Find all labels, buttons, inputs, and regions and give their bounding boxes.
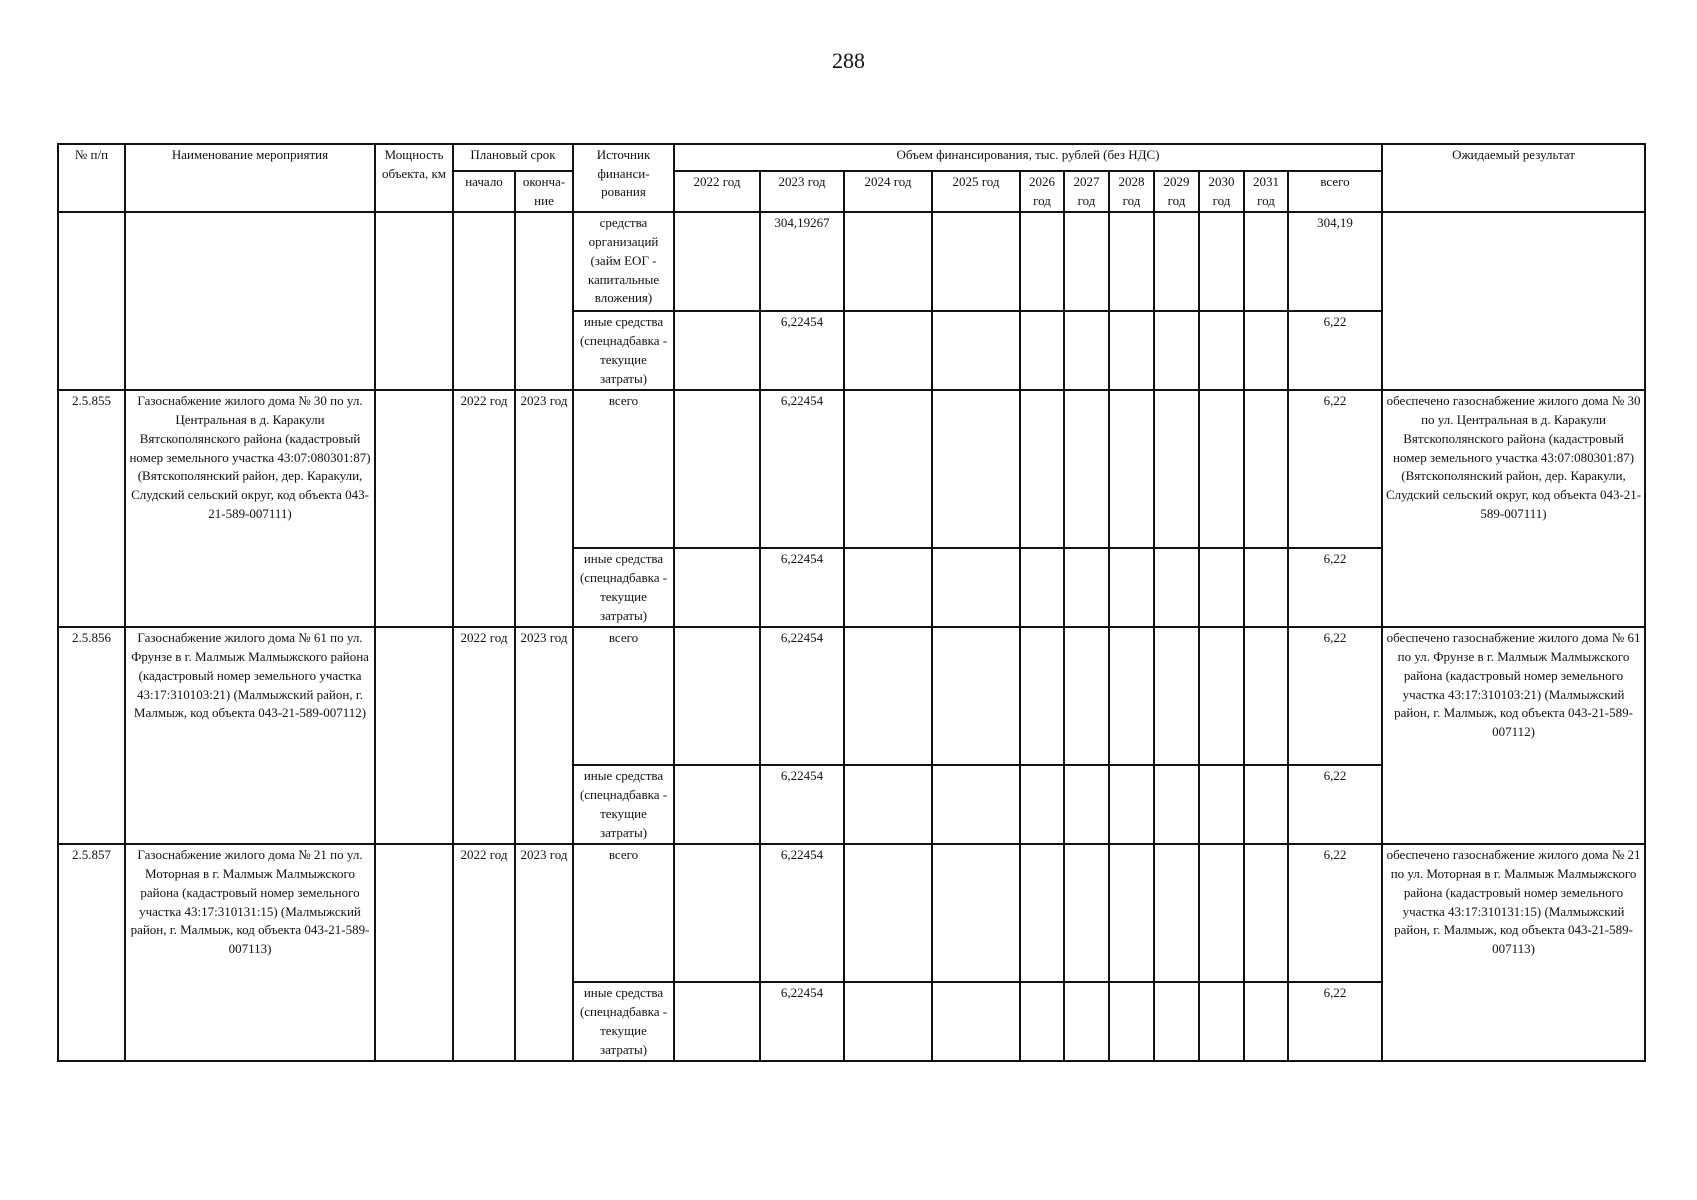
cell-2023: 6,22454: [760, 311, 844, 390]
cell-2023: 6,22454: [760, 390, 844, 548]
cell-result: обеспечено газоснабжение жилого дома № 61 по ул. Фрунзе в г. Малмыж Малмыжского района (кадастровый номер земельного участка 43:17:310103:21) (Малмыжский район, г. Малмыж, код объекта 043-21-589-007112): [1382, 627, 1645, 844]
header-row-1: [58, 144, 1645, 171]
cell-result: [1382, 212, 1645, 390]
header-year-2030: 2030 год: [1199, 171, 1244, 212]
cell-2023: 6,22454: [760, 982, 844, 1061]
header-year-2029: 2029 год: [1154, 171, 1199, 212]
cell-result: обеспечено газоснабжение жилого дома № 21 по ул. Моторная в г. Малмыж Малмыжского района (кадастровый номер земельного участка 43:17:310131:15) (Малмыжский район, г. Малмыж, код объекта 043-21-589-007113): [1382, 844, 1645, 1061]
cell-total: 6,22: [1288, 844, 1382, 982]
cell-end: 2023 год: [515, 844, 573, 1061]
cell-capacity: [375, 390, 453, 627]
cell-total: 6,22: [1288, 765, 1382, 844]
cell-total: 6,22: [1288, 311, 1382, 390]
cell-total: 6,22: [1288, 548, 1382, 627]
cell-end: 2023 год: [515, 390, 573, 627]
cell-start: [453, 212, 515, 390]
header-term-end: оконча-ние: [515, 171, 573, 212]
cell-name: [125, 212, 375, 390]
cell-total: 304,19: [1288, 212, 1382, 311]
header-year-2023: 2023 год: [760, 171, 844, 212]
cell-total: 6,22: [1288, 627, 1382, 765]
cell-2023: 6,22454: [760, 548, 844, 627]
cell-name: Газоснабжение жилого дома № 61 по ул. Фрунзе в г. Малмыж Малмыжского района (кадастровый номер земельного участка 43:17:310103:21) (Малмыжский район, г. Малмыж, код объекта 043-21-589-007112): [125, 627, 375, 844]
header-num: № п/п: [58, 144, 125, 212]
cell-total: 6,22: [1288, 390, 1382, 548]
cell-source: иные средства (спецнадбавка - текущие затраты): [573, 765, 674, 844]
header-term-start: начало: [453, 171, 515, 212]
cell-num: 2.5.857: [58, 844, 125, 1061]
header-year-2031: 2031 год: [1244, 171, 1288, 212]
cell-start: 2022 год: [453, 390, 515, 627]
cell-source: всего: [573, 627, 674, 765]
header-term: Плановый срок: [453, 144, 573, 171]
cell-source: всего: [573, 390, 674, 548]
cell-source: иные средства (спецнадбавка - текущие затраты): [573, 548, 674, 627]
cell-num: [58, 212, 125, 390]
cell-source: всего: [573, 844, 674, 982]
table-row: [58, 627, 1645, 765]
header-year-2026: 2026 год: [1020, 171, 1064, 212]
cell-capacity: [375, 844, 453, 1061]
funding-table: [57, 143, 1646, 1062]
cell-end: [515, 212, 573, 390]
cell-start: 2022 год: [453, 627, 515, 844]
cell-capacity: [375, 627, 453, 844]
header-year-2028: 2028 год: [1109, 171, 1154, 212]
cell-2023: 6,22454: [760, 627, 844, 765]
cell-result: обеспечено газоснабжение жилого дома № 30 по ул. Центральная в д. Каракули Вятскополянского района (кадастровый номер земельного участка 43:07:080301:87) (Вятскополянский район, дер. Каракули, Слудский сельский округ, код объекта 043-21-589-007111): [1382, 390, 1645, 627]
cell-source: иные средства (спецнадбавка - текущие затраты): [573, 982, 674, 1061]
header-year-2027: 2027 год: [1064, 171, 1109, 212]
table-row: [58, 844, 1645, 982]
header-total: всего: [1288, 171, 1382, 212]
header-name: Наименование мероприятия: [125, 144, 375, 212]
header-year-2025: 2025 год: [932, 171, 1020, 212]
cell-2023: 304,19267: [760, 212, 844, 311]
header-year-2024: 2024 год: [844, 171, 932, 212]
header-source: Источник финанси-рования: [573, 144, 674, 212]
cell-source: средства организаций (займ ЕОГ - капитальные вложения): [573, 212, 674, 311]
page-number: 288: [832, 48, 865, 73]
table-row: [58, 390, 1645, 548]
cell-2023: 6,22454: [760, 844, 844, 982]
header-year-2022: 2022 год: [674, 171, 760, 212]
cell-name: Газоснабжение жилого дома № 30 по ул. Центральная в д. Каракули Вятскополянского района (кадастровый номер земельного участка 43:07:080301:87) (Вятскополянский район, дер. Каракули, Слудский сельский округ, код объекта 043-21-589-007111): [125, 390, 375, 627]
table-row: [58, 212, 1645, 311]
cell-name: Газоснабжение жилого дома № 21 по ул. Моторная в г. Малмыж Малмыжского района (кадастровый номер земельного участка 43:17:310131:15) (Малмыжский район, г. Малмыж, код объекта 043-21-589-007113): [125, 844, 375, 1061]
cell-source: иные средства (спецнадбавка - текущие затраты): [573, 311, 674, 390]
header-funding: Объем финансирования, тыс. рублей (без НДС): [674, 144, 1382, 171]
cell-end: 2023 год: [515, 627, 573, 844]
cell-capacity: [375, 212, 453, 390]
cell-num: 2.5.856: [58, 627, 125, 844]
cell-total: 6,22: [1288, 982, 1382, 1061]
header-result: Ожидаемый результат: [1382, 144, 1645, 212]
cell-num: 2.5.855: [58, 390, 125, 627]
cell-2023: 6,22454: [760, 765, 844, 844]
cell-start: 2022 год: [453, 844, 515, 1061]
header-capacity: Мощность объекта, км: [375, 144, 453, 212]
